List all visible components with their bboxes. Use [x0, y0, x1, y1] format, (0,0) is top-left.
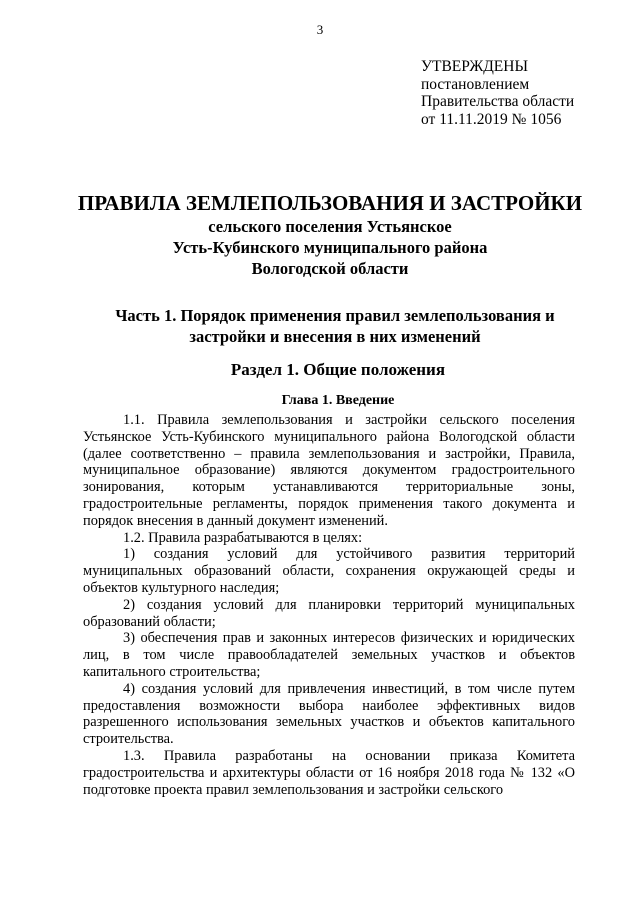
section-heading: Раздел 1. Общие положения: [230, 360, 446, 379]
list-item-4: 4) создания условий для привлечения инвестиций, в том числе путем предоставления возможности выбора наиболее эффективных видов разрешенного использования земельных участков и объектов капитального строительства.: [83, 680, 575, 748]
document-body: [83, 412, 575, 798]
approval-line-2: постановлением: [421, 75, 530, 93]
document-title: [0, 190, 640, 279]
part-heading-line-2: застройки и внесения в них изменений: [189, 327, 481, 346]
subtitle-line-1: сельского поселения Устьянское: [208, 217, 452, 236]
part-heading-line-1: Часть 1. Порядок применения правил землепользования и: [115, 306, 555, 325]
page-number: 3: [316, 22, 324, 37]
approval-stamp: [421, 58, 574, 128]
approval-line-1: УТВЕРЖДЕНЫ: [421, 58, 528, 75]
paragraph-1-3: 1.3. Правила разработаны на основании приказа Комитета градостроительства и архитектуры области от 16 ноября 2018 года № 132 «О подготовке проекта правил землепользования и застройки сельского: [83, 747, 575, 798]
subtitle-line-3: Вологодской области: [251, 259, 409, 278]
approval-line-3: Правительства области: [421, 93, 575, 110]
approval-line-4: от 11.11.2019 № 1056: [421, 110, 562, 128]
main-title: ПРАВИЛА ЗЕМЛЕПОЛЬЗОВАНИЯ И ЗАСТРОЙКИ: [77, 191, 583, 215]
list-item-2: 2) создания условий для планировки территорий муниципальных образований области;: [83, 596, 575, 630]
list-item-1: 1) создания условий для устойчивого развития территорий муниципальных образований области, сохранения окружающей среды и объектов культурного наследия;: [83, 546, 575, 596]
chapter-heading: Глава 1. Введение: [281, 393, 395, 408]
paragraph-1-1: 1.1. Правила землепользования и застройки сельского поселения Устьянское Усть-Кубинского муниципального района Вологодской области (далее соответственно – правила землепользования и застройки, Правила, муниципальное образование) являются документом градостроительного зонирования, которым устанавливаются территориальные зоны, градостроительные регламенты, порядок применения такого документа и порядок внесения в данный документ изменений.: [83, 412, 575, 529]
subtitle-line-2: Усть-Кубинского муниципального района: [172, 238, 488, 257]
paragraph-1-2: 1.2. Правила разрабатываются в целях:: [123, 529, 363, 546]
list-item-3: 3) обеспечения прав и законных интересов физических и юридических лиц, в том числе правообладателей земельных участков и объектов капитального строительства;: [83, 630, 575, 680]
part-heading: [90, 305, 580, 347]
